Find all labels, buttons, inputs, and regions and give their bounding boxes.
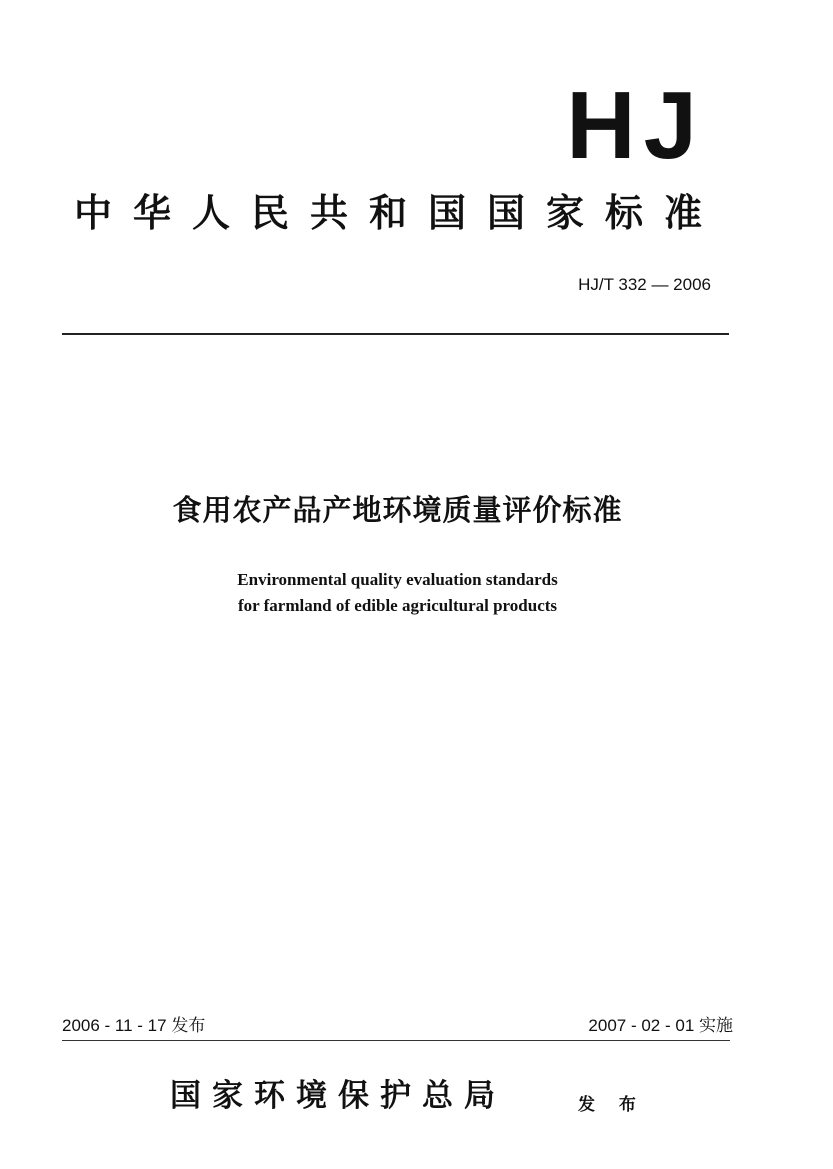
issue-date: 2006 - 11 - 17 发布 [62, 1016, 206, 1035]
publisher-name: 国家环境保护总局 [170, 1078, 506, 1114]
bottom-divider [62, 1040, 730, 1041]
standard-code: HJ/T 332 — 2006 [578, 275, 711, 294]
document-title-english-line2: for farmland of edible agricultural products [237, 596, 558, 615]
hj-logo: HJ [566, 72, 705, 179]
top-divider [62, 333, 729, 335]
national-standard-title: 中华人民共和国国家标准 [74, 190, 724, 235]
document-title-english-line1: Environmental quality evaluation standards [237, 570, 558, 589]
implementation-date: 2007 - 02 - 01 实施 [588, 1016, 733, 1035]
publish-label: 发 布 [578, 1095, 645, 1115]
document-title-chinese: 食用农产品产地环境质量评价标准 [172, 493, 623, 527]
